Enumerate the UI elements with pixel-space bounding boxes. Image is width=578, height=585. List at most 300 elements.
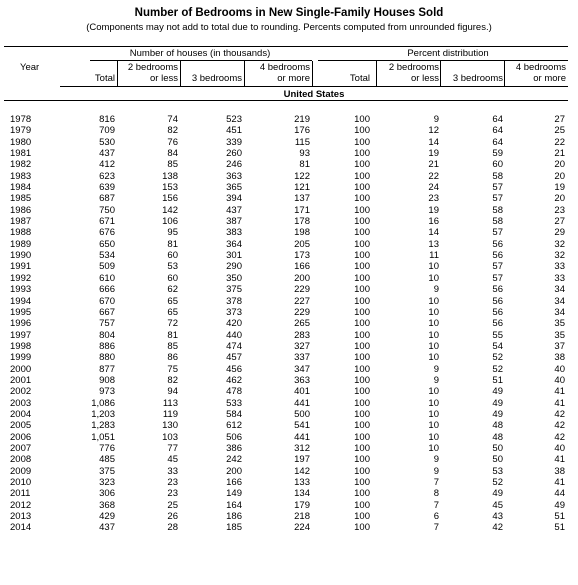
four-bedrooms-cell: 137 xyxy=(294,193,310,205)
four-bedrooms-cell: 224 xyxy=(294,522,310,534)
percent-two-bedrooms-cell: 14 xyxy=(428,136,439,148)
two-bedrooms-cell: 33 xyxy=(167,465,178,477)
percent-three-bedrooms-cell: 48 xyxy=(492,431,503,443)
table-row xyxy=(0,511,578,522)
year-cell: 2006 xyxy=(10,431,32,443)
table-row xyxy=(0,137,578,148)
percent-three-bedrooms-cell: 58 xyxy=(492,216,503,228)
percent-total-cell: 100 xyxy=(354,170,370,182)
table-row xyxy=(0,216,578,227)
four-bedrooms-cell: 312 xyxy=(294,442,310,454)
percent-total-cell: 100 xyxy=(354,477,370,488)
year-cell: 1992 xyxy=(10,272,32,284)
total-cell: 757 xyxy=(99,318,115,330)
percent-two-bedrooms-cell: 19 xyxy=(428,148,439,160)
table-row xyxy=(0,466,578,477)
percent-three-bedrooms-cell: 55 xyxy=(492,329,503,341)
four-bedrooms-cell: 133 xyxy=(294,477,310,488)
percent-four-bedrooms-cell: 33 xyxy=(554,261,565,273)
four-bedrooms-cell: 327 xyxy=(294,340,310,352)
table-row xyxy=(0,250,578,261)
two-bedrooms-cell: 62 xyxy=(167,284,178,296)
total-header: Total xyxy=(94,73,115,84)
pct-b2-header-line1: 2 bedrooms xyxy=(388,62,439,73)
percent-two-bedrooms-cell: 9 xyxy=(433,374,439,386)
percent-total-cell: 100 xyxy=(354,284,370,296)
percent-total-cell: 100 xyxy=(354,340,370,352)
year-cell: 2003 xyxy=(10,397,32,409)
four-bedrooms-cell: 134 xyxy=(294,488,310,500)
percent-total-cell: 100 xyxy=(354,454,370,466)
percent-two-bedrooms-cell: 9 xyxy=(433,114,439,125)
table-row xyxy=(0,171,578,182)
percent-four-bedrooms-cell: 20 xyxy=(554,170,565,182)
percent-four-bedrooms-cell: 27 xyxy=(554,114,565,125)
total-cell: 709 xyxy=(99,125,115,137)
data-table-body xyxy=(0,114,578,534)
total-cell: 973 xyxy=(99,386,115,398)
total-cell: 485 xyxy=(99,454,115,466)
year-cell: 2002 xyxy=(10,386,32,398)
percent-four-bedrooms-cell: 38 xyxy=(554,352,565,364)
percent-group-header: Percent distribution xyxy=(407,48,489,59)
four-bedrooms-cell: 500 xyxy=(294,408,310,420)
percent-two-bedrooms-cell: 22 xyxy=(428,170,439,182)
percent-four-bedrooms-cell: 22 xyxy=(554,136,565,148)
percent-three-bedrooms-cell: 43 xyxy=(492,511,503,523)
year-cell: 1997 xyxy=(10,329,32,341)
two-bedrooms-cell: 156 xyxy=(162,193,178,205)
three-bedrooms-cell: 301 xyxy=(226,250,242,262)
total-cell: 804 xyxy=(99,329,115,341)
total-cell: 429 xyxy=(99,511,115,523)
four-bedrooms-cell: 283 xyxy=(294,329,310,341)
percent-two-bedrooms-cell: 10 xyxy=(428,306,439,318)
two-bedrooms-cell: 53 xyxy=(167,261,178,273)
number-group-header: Number of houses (in thousands) xyxy=(129,48,271,59)
four-bedrooms-cell: 93 xyxy=(299,148,310,160)
pct-total-header: Total xyxy=(349,73,370,84)
percent-total-cell: 100 xyxy=(354,148,370,160)
percent-four-bedrooms-cell: 29 xyxy=(554,227,565,239)
percent-total-cell: 100 xyxy=(354,114,370,125)
percent-four-bedrooms-cell: 32 xyxy=(554,250,565,262)
b3-header: 3 bedrooms xyxy=(191,73,242,84)
b4-header-line2: or more xyxy=(277,73,310,84)
four-bedrooms-cell: 166 xyxy=(294,261,310,273)
table-row xyxy=(0,193,578,204)
three-bedrooms-cell: 290 xyxy=(226,261,242,273)
percent-total-cell: 100 xyxy=(354,363,370,375)
percent-two-bedrooms-cell: 10 xyxy=(428,386,439,398)
section-label: United States xyxy=(283,89,345,100)
percent-two-bedrooms-cell: 10 xyxy=(428,442,439,454)
three-bedrooms-cell: 394 xyxy=(226,193,242,205)
percent-three-bedrooms-cell: 56 xyxy=(492,250,503,262)
year-cell: 1995 xyxy=(10,306,32,318)
percent-two-bedrooms-cell: 7 xyxy=(433,499,439,511)
table-row xyxy=(0,386,578,397)
two-bedrooms-cell: 106 xyxy=(162,216,178,228)
percent-two-bedrooms-cell: 10 xyxy=(428,408,439,420)
total-cell: 750 xyxy=(99,204,115,216)
percent-three-bedrooms-cell: 56 xyxy=(492,318,503,330)
percent-four-bedrooms-cell: 51 xyxy=(554,522,565,534)
year-cell: 1993 xyxy=(10,284,32,296)
percent-two-bedrooms-cell: 10 xyxy=(428,318,439,330)
percent-three-bedrooms-cell: 64 xyxy=(492,114,503,125)
table-row xyxy=(0,341,578,352)
percent-four-bedrooms-cell: 35 xyxy=(554,329,565,341)
year-cell: 1979 xyxy=(10,125,32,137)
two-bedrooms-cell: 82 xyxy=(167,125,178,137)
four-bedrooms-cell: 115 xyxy=(294,136,310,148)
year-cell: 1988 xyxy=(10,227,32,239)
percent-total-cell: 100 xyxy=(354,272,370,284)
year-cell: 2000 xyxy=(10,363,32,375)
percent-total-cell: 100 xyxy=(354,522,370,534)
total-cell: 1,203 xyxy=(91,408,115,420)
percent-total-cell: 100 xyxy=(354,329,370,341)
two-bedrooms-cell: 138 xyxy=(162,170,178,182)
percent-two-bedrooms-cell: 10 xyxy=(428,352,439,364)
percent-two-bedrooms-cell: 10 xyxy=(428,272,439,284)
total-cell: 530 xyxy=(99,136,115,148)
percent-three-bedrooms-cell: 57 xyxy=(492,261,503,273)
two-bedrooms-cell: 23 xyxy=(167,488,178,500)
four-bedrooms-cell: 198 xyxy=(294,227,310,239)
four-bedrooms-cell: 218 xyxy=(294,511,310,523)
percent-total-cell: 100 xyxy=(354,499,370,511)
table-row xyxy=(0,261,578,272)
header-divider xyxy=(504,61,505,86)
b2-header-line1: 2 bedrooms xyxy=(127,62,178,73)
three-bedrooms-cell: 383 xyxy=(226,227,242,239)
table-row xyxy=(0,296,578,307)
percent-four-bedrooms-cell: 42 xyxy=(554,420,565,432)
four-bedrooms-cell: 197 xyxy=(294,454,310,466)
three-bedrooms-cell: 440 xyxy=(226,329,242,341)
two-bedrooms-cell: 60 xyxy=(167,272,178,284)
four-bedrooms-cell: 229 xyxy=(294,284,310,296)
year-cell: 1996 xyxy=(10,318,32,330)
percent-four-bedrooms-cell: 51 xyxy=(554,511,565,523)
section-rule xyxy=(4,100,568,101)
year-cell: 2007 xyxy=(10,442,32,454)
percent-two-bedrooms-cell: 7 xyxy=(433,522,439,534)
total-cell: 886 xyxy=(99,340,115,352)
percent-three-bedrooms-cell: 59 xyxy=(492,148,503,160)
percent-two-bedrooms-cell: 24 xyxy=(428,182,439,194)
percent-three-bedrooms-cell: 54 xyxy=(492,340,503,352)
table-row xyxy=(0,284,578,295)
percent-four-bedrooms-cell: 35 xyxy=(554,318,565,330)
percent-total-cell: 100 xyxy=(354,204,370,216)
three-bedrooms-cell: 478 xyxy=(226,386,242,398)
percent-two-bedrooms-cell: 10 xyxy=(428,329,439,341)
four-bedrooms-cell: 205 xyxy=(294,238,310,250)
three-bedrooms-cell: 474 xyxy=(226,340,242,352)
pct-b2-header-line2: or less xyxy=(411,73,439,84)
total-cell: 639 xyxy=(99,182,115,194)
header-divider xyxy=(180,61,181,86)
total-cell: 306 xyxy=(99,488,115,500)
two-bedrooms-cell: 81 xyxy=(167,329,178,341)
table-row xyxy=(0,443,578,454)
year-cell: 2010 xyxy=(10,477,32,488)
total-cell: 676 xyxy=(99,227,115,239)
total-cell: 666 xyxy=(99,284,115,296)
four-bedrooms-cell: 401 xyxy=(294,386,310,398)
percent-two-bedrooms-cell: 10 xyxy=(428,261,439,273)
total-cell: 816 xyxy=(99,114,115,125)
percent-three-bedrooms-cell: 64 xyxy=(492,125,503,137)
two-bedrooms-cell: 119 xyxy=(162,408,178,420)
percent-total-cell: 100 xyxy=(354,386,370,398)
percent-three-bedrooms-cell: 56 xyxy=(492,238,503,250)
total-cell: 1,283 xyxy=(91,420,115,432)
two-bedrooms-cell: 153 xyxy=(162,182,178,194)
percent-four-bedrooms-cell: 41 xyxy=(554,454,565,466)
percent-three-bedrooms-cell: 42 xyxy=(492,522,503,534)
header-divider xyxy=(312,61,313,86)
four-bedrooms-cell: 81 xyxy=(299,159,310,171)
three-bedrooms-cell: 364 xyxy=(226,238,242,250)
three-bedrooms-cell: 363 xyxy=(226,170,242,182)
three-bedrooms-cell: 420 xyxy=(226,318,242,330)
table-row xyxy=(0,227,578,238)
percent-two-bedrooms-cell: 8 xyxy=(433,488,439,500)
three-bedrooms-cell: 612 xyxy=(226,420,242,432)
percent-four-bedrooms-cell: 42 xyxy=(554,408,565,420)
percent-total-cell: 100 xyxy=(354,465,370,477)
table-row xyxy=(0,307,578,318)
percent-four-bedrooms-cell: 34 xyxy=(554,284,565,296)
year-cell: 2008 xyxy=(10,454,32,466)
year-cell: 2014 xyxy=(10,522,32,534)
year-header: Year xyxy=(20,62,40,73)
percent-four-bedrooms-cell: 34 xyxy=(554,306,565,318)
three-bedrooms-cell: 260 xyxy=(226,148,242,160)
table-row xyxy=(0,432,578,443)
percent-four-bedrooms-cell: 40 xyxy=(554,374,565,386)
b2-header-line2: or less xyxy=(150,73,178,84)
total-cell: 908 xyxy=(99,374,115,386)
total-cell: 412 xyxy=(99,159,115,171)
three-bedrooms-cell: 523 xyxy=(226,114,242,125)
percent-three-bedrooms-cell: 50 xyxy=(492,454,503,466)
percent-four-bedrooms-cell: 49 xyxy=(554,499,565,511)
table-row xyxy=(0,148,578,159)
percent-three-bedrooms-cell: 52 xyxy=(492,352,503,364)
percent-four-bedrooms-cell: 32 xyxy=(554,238,565,250)
percent-three-bedrooms-cell: 64 xyxy=(492,136,503,148)
three-bedrooms-cell: 506 xyxy=(226,431,242,443)
table-row xyxy=(0,159,578,170)
percent-three-bedrooms-cell: 56 xyxy=(492,306,503,318)
three-bedrooms-cell: 451 xyxy=(226,125,242,137)
four-bedrooms-cell: 441 xyxy=(294,397,310,409)
percent-three-bedrooms-cell: 49 xyxy=(492,408,503,420)
three-bedrooms-cell: 246 xyxy=(226,159,242,171)
total-cell: 671 xyxy=(99,216,115,228)
year-cell: 2013 xyxy=(10,511,32,523)
total-cell: 437 xyxy=(99,522,115,534)
three-bedrooms-cell: 200 xyxy=(226,465,242,477)
header-divider xyxy=(440,61,441,86)
percent-three-bedrooms-cell: 51 xyxy=(492,374,503,386)
four-bedrooms-cell: 171 xyxy=(294,204,310,216)
percent-total-cell: 100 xyxy=(354,374,370,386)
two-bedrooms-cell: 82 xyxy=(167,374,178,386)
total-cell: 375 xyxy=(99,465,115,477)
three-bedrooms-cell: 375 xyxy=(226,284,242,296)
percent-two-bedrooms-cell: 11 xyxy=(429,250,439,262)
three-bedrooms-cell: 457 xyxy=(226,352,242,364)
percent-total-cell: 100 xyxy=(354,295,370,307)
four-bedrooms-cell: 121 xyxy=(294,182,310,194)
percent-four-bedrooms-cell: 27 xyxy=(554,216,565,228)
percent-four-bedrooms-cell: 41 xyxy=(554,386,565,398)
percent-four-bedrooms-cell: 25 xyxy=(554,125,565,137)
percent-three-bedrooms-cell: 57 xyxy=(492,272,503,284)
percent-total-cell: 100 xyxy=(354,125,370,137)
three-bedrooms-cell: 149 xyxy=(226,488,242,500)
percent-total-cell: 100 xyxy=(354,397,370,409)
year-cell: 1987 xyxy=(10,216,32,228)
year-cell: 2004 xyxy=(10,408,32,420)
four-bedrooms-cell: 173 xyxy=(294,250,310,262)
three-bedrooms-cell: 166 xyxy=(226,477,242,488)
percent-total-cell: 100 xyxy=(354,431,370,443)
table-row xyxy=(0,522,578,533)
table-row xyxy=(0,318,578,329)
year-cell: 2011 xyxy=(10,488,31,500)
year-cell: 2009 xyxy=(10,465,32,477)
three-bedrooms-cell: 164 xyxy=(226,499,242,511)
percent-four-bedrooms-cell: 34 xyxy=(554,295,565,307)
total-cell: 667 xyxy=(99,306,115,318)
percent-three-bedrooms-cell: 58 xyxy=(492,204,503,216)
percent-four-bedrooms-cell: 41 xyxy=(554,397,565,409)
two-bedrooms-cell: 60 xyxy=(167,250,178,262)
four-bedrooms-cell: 200 xyxy=(294,272,310,284)
header-divider xyxy=(376,61,377,86)
table-row xyxy=(0,182,578,193)
percent-three-bedrooms-cell: 57 xyxy=(492,193,503,205)
percent-two-bedrooms-cell: 6 xyxy=(433,511,439,523)
two-bedrooms-cell: 81 xyxy=(167,238,178,250)
three-bedrooms-cell: 456 xyxy=(226,363,242,375)
year-cell: 1990 xyxy=(10,250,32,262)
year-cell: 1984 xyxy=(10,182,32,194)
pct-b3-header: 3 bedrooms xyxy=(452,73,503,84)
three-bedrooms-cell: 387 xyxy=(226,216,242,228)
percent-three-bedrooms-cell: 53 xyxy=(492,465,503,477)
table-row xyxy=(0,477,578,488)
percent-three-bedrooms-cell: 49 xyxy=(492,386,503,398)
percent-two-bedrooms-cell: 10 xyxy=(428,431,439,443)
three-bedrooms-cell: 339 xyxy=(226,136,242,148)
four-bedrooms-cell: 363 xyxy=(294,374,310,386)
four-bedrooms-cell: 178 xyxy=(294,216,310,228)
percent-total-cell: 100 xyxy=(354,318,370,330)
four-bedrooms-cell: 265 xyxy=(294,318,310,330)
percent-four-bedrooms-cell: 38 xyxy=(554,465,565,477)
year-cell: 1999 xyxy=(10,352,32,364)
three-bedrooms-cell: 186 xyxy=(226,511,242,523)
four-bedrooms-cell: 229 xyxy=(294,306,310,318)
percent-three-bedrooms-cell: 56 xyxy=(492,284,503,296)
four-bedrooms-cell: 347 xyxy=(294,363,310,375)
three-bedrooms-cell: 462 xyxy=(226,374,242,386)
total-cell: 650 xyxy=(99,238,115,250)
total-cell: 323 xyxy=(99,477,115,488)
b4-header-line1: 4 bedrooms xyxy=(259,62,310,73)
two-bedrooms-cell: 65 xyxy=(167,295,178,307)
four-bedrooms-cell: 227 xyxy=(294,295,310,307)
three-bedrooms-cell: 386 xyxy=(226,442,242,454)
percent-four-bedrooms-cell: 40 xyxy=(554,363,565,375)
total-cell: 368 xyxy=(99,499,115,511)
percent-two-bedrooms-cell: 16 xyxy=(428,216,439,228)
three-bedrooms-cell: 378 xyxy=(226,295,242,307)
total-cell: 623 xyxy=(99,170,115,182)
total-cell: 880 xyxy=(99,352,115,364)
percent-four-bedrooms-cell: 23 xyxy=(554,204,565,216)
two-bedrooms-cell: 130 xyxy=(162,420,178,432)
percent-total-cell: 100 xyxy=(354,250,370,262)
two-bedrooms-cell: 85 xyxy=(167,340,178,352)
total-cell: 437 xyxy=(99,148,115,160)
table-row xyxy=(0,352,578,363)
total-cell: 509 xyxy=(99,261,115,273)
three-bedrooms-cell: 584 xyxy=(226,408,242,420)
percent-total-cell: 100 xyxy=(354,227,370,239)
percent-three-bedrooms-cell: 48 xyxy=(492,420,503,432)
total-cell: 534 xyxy=(99,250,115,262)
pct-b4-header-line1: 4 bedrooms xyxy=(515,62,566,73)
top-rule xyxy=(4,46,568,47)
year-cell: 2001 xyxy=(10,374,32,386)
percent-total-cell: 100 xyxy=(354,159,370,171)
two-bedrooms-cell: 74 xyxy=(167,114,178,125)
number-group-rule xyxy=(90,60,312,61)
percent-four-bedrooms-cell: 21 xyxy=(554,148,565,160)
four-bedrooms-cell: 179 xyxy=(294,499,310,511)
percent-group-rule xyxy=(318,60,568,61)
percent-total-cell: 100 xyxy=(354,216,370,228)
percent-two-bedrooms-cell: 10 xyxy=(428,397,439,409)
table-row xyxy=(0,375,578,386)
table-row xyxy=(0,114,578,125)
percent-two-bedrooms-cell: 13 xyxy=(428,238,439,250)
total-cell: 670 xyxy=(99,295,115,307)
two-bedrooms-cell: 113 xyxy=(162,397,178,409)
four-bedrooms-cell: 176 xyxy=(294,125,310,137)
year-cell: 1989 xyxy=(10,238,32,250)
percent-four-bedrooms-cell: 44 xyxy=(554,488,565,500)
three-bedrooms-cell: 533 xyxy=(226,397,242,409)
percent-three-bedrooms-cell: 56 xyxy=(492,295,503,307)
three-bedrooms-cell: 242 xyxy=(226,454,242,466)
two-bedrooms-cell: 25 xyxy=(167,499,178,511)
table-row xyxy=(0,273,578,284)
percent-total-cell: 100 xyxy=(354,488,370,500)
four-bedrooms-cell: 122 xyxy=(294,170,310,182)
three-bedrooms-cell: 437 xyxy=(226,204,242,216)
year-cell: 1998 xyxy=(10,340,32,352)
